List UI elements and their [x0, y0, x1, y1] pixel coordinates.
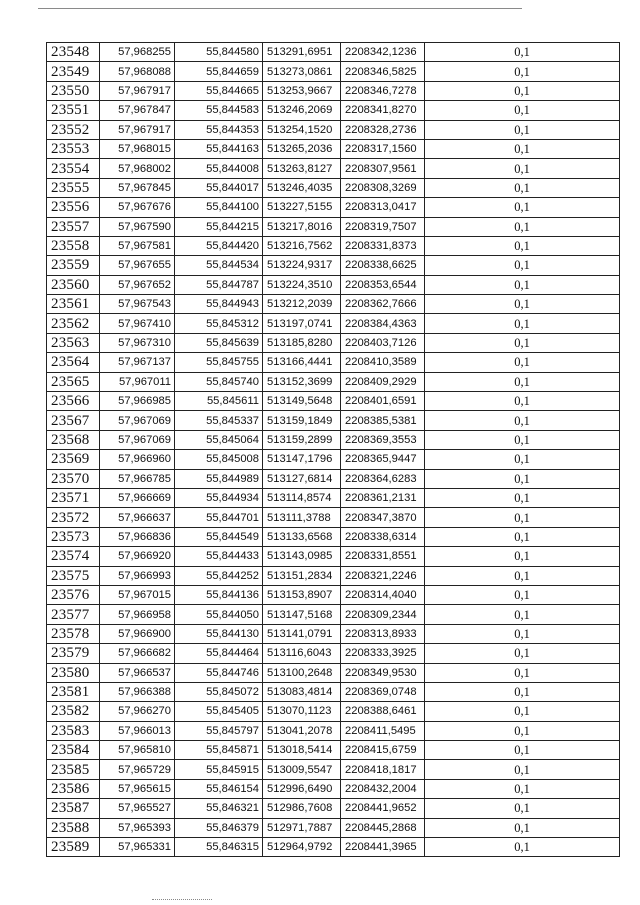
latitude-cell: 57,967652	[100, 275, 175, 294]
x-coordinate-cell: 513100,2648	[263, 663, 341, 682]
longitude-cell: 55,844464	[175, 644, 263, 663]
longitude-cell: 55,845755	[175, 353, 263, 372]
point-number-cell: 23548	[47, 43, 100, 62]
y-coordinate-cell: 2208342,1236	[341, 43, 425, 62]
y-coordinate-cell: 2208321,2246	[341, 566, 425, 585]
point-number-cell: 23564	[47, 353, 100, 372]
y-coordinate-cell: 2208369,0748	[341, 682, 425, 701]
x-coordinate-cell: 513217,8016	[263, 217, 341, 236]
point-number-cell: 23581	[47, 682, 100, 701]
table-row	[47, 527, 620, 546]
point-number-cell: 23569	[47, 450, 100, 469]
point-number-cell: 23561	[47, 295, 100, 314]
table-row	[47, 236, 620, 255]
x-coordinate-cell: 513149,5648	[263, 392, 341, 411]
x-coordinate-cell: 513151,2834	[263, 566, 341, 585]
table-row	[47, 217, 620, 236]
latitude-cell: 57,967676	[100, 198, 175, 217]
table-row	[47, 62, 620, 81]
y-coordinate-cell: 2208338,6625	[341, 256, 425, 275]
table-row	[47, 295, 620, 314]
accuracy-cell: 0,1	[425, 139, 620, 158]
x-coordinate-cell: 513227,5155	[263, 198, 341, 217]
x-coordinate-cell: 513018,5414	[263, 741, 341, 760]
accuracy-cell: 0,1	[425, 81, 620, 100]
y-coordinate-cell: 2208341,8270	[341, 101, 425, 120]
y-coordinate-cell: 2208441,9652	[341, 799, 425, 818]
longitude-cell: 55,844943	[175, 295, 263, 314]
y-coordinate-cell: 2208365,9447	[341, 450, 425, 469]
latitude-cell: 57,966682	[100, 644, 175, 663]
accuracy-cell: 0,1	[425, 682, 620, 701]
y-coordinate-cell: 2208319,7507	[341, 217, 425, 236]
accuracy-cell: 0,1	[425, 508, 620, 527]
accuracy-cell: 0,1	[425, 721, 620, 740]
table-row	[47, 644, 620, 663]
latitude-cell: 57,967011	[100, 372, 175, 391]
table-row	[47, 353, 620, 372]
latitude-cell: 57,967581	[100, 236, 175, 255]
table-row	[47, 605, 620, 624]
longitude-cell: 55,845337	[175, 411, 263, 430]
page-top-rule	[38, 8, 522, 9]
y-coordinate-cell: 2208333,3925	[341, 644, 425, 663]
accuracy-cell: 0,1	[425, 760, 620, 779]
table-row	[47, 779, 620, 798]
longitude-cell: 55,846315	[175, 838, 263, 857]
x-coordinate-cell: 513152,3699	[263, 372, 341, 391]
point-number-cell: 23558	[47, 236, 100, 255]
table-row	[47, 663, 620, 682]
coordinates-table-body	[47, 43, 620, 857]
table-row	[47, 178, 620, 197]
x-coordinate-cell: 513141,0791	[263, 624, 341, 643]
longitude-cell: 55,844130	[175, 624, 263, 643]
x-coordinate-cell: 513041,2078	[263, 721, 341, 740]
accuracy-cell: 0,1	[425, 43, 620, 62]
latitude-cell: 57,968255	[100, 43, 175, 62]
point-number-cell: 23589	[47, 838, 100, 857]
accuracy-cell: 0,1	[425, 392, 620, 411]
latitude-cell: 57,965527	[100, 799, 175, 818]
x-coordinate-cell: 513143,0985	[263, 547, 341, 566]
y-coordinate-cell: 2208411,5495	[341, 721, 425, 740]
x-coordinate-cell: 513212,2039	[263, 295, 341, 314]
table-row	[47, 508, 620, 527]
longitude-cell: 55,844163	[175, 139, 263, 158]
y-coordinate-cell: 2208415,6759	[341, 741, 425, 760]
latitude-cell: 57,965393	[100, 818, 175, 837]
accuracy-cell: 0,1	[425, 838, 620, 857]
latitude-cell: 57,966270	[100, 702, 175, 721]
y-coordinate-cell: 2208346,5825	[341, 62, 425, 81]
y-coordinate-cell: 2208385,5381	[341, 411, 425, 430]
x-coordinate-cell: 513111,3788	[263, 508, 341, 527]
longitude-cell: 55,845611	[175, 392, 263, 411]
table-row	[47, 411, 620, 430]
latitude-cell: 57,966836	[100, 527, 175, 546]
x-coordinate-cell: 513291,6951	[263, 43, 341, 62]
table-row	[47, 139, 620, 158]
accuracy-cell: 0,1	[425, 450, 620, 469]
accuracy-cell: 0,1	[425, 624, 620, 643]
point-number-cell: 23549	[47, 62, 100, 81]
point-number-cell: 23551	[47, 101, 100, 120]
x-coordinate-cell: 513159,2899	[263, 430, 341, 449]
longitude-cell: 55,844420	[175, 236, 263, 255]
latitude-cell: 57,966669	[100, 488, 175, 507]
latitude-cell: 57,967917	[100, 81, 175, 100]
point-number-cell: 23554	[47, 159, 100, 178]
point-number-cell: 23586	[47, 779, 100, 798]
point-number-cell: 23573	[47, 527, 100, 546]
table-row	[47, 81, 620, 100]
point-number-cell: 23579	[47, 644, 100, 663]
longitude-cell: 55,844433	[175, 547, 263, 566]
accuracy-cell: 0,1	[425, 217, 620, 236]
point-number-cell: 23582	[47, 702, 100, 721]
accuracy-cell: 0,1	[425, 585, 620, 604]
y-coordinate-cell: 2208432,2004	[341, 779, 425, 798]
longitude-cell: 55,844136	[175, 585, 263, 604]
point-number-cell: 23565	[47, 372, 100, 391]
longitude-cell: 55,844100	[175, 198, 263, 217]
table-row	[47, 333, 620, 352]
point-number-cell: 23578	[47, 624, 100, 643]
longitude-cell: 55,844580	[175, 43, 263, 62]
longitude-cell: 55,844050	[175, 605, 263, 624]
accuracy-cell: 0,1	[425, 314, 620, 333]
table-row	[47, 450, 620, 469]
latitude-cell: 57,966958	[100, 605, 175, 624]
latitude-cell: 57,966637	[100, 508, 175, 527]
y-coordinate-cell: 2208403,7126	[341, 333, 425, 352]
x-coordinate-cell: 513224,3510	[263, 275, 341, 294]
accuracy-cell: 0,1	[425, 644, 620, 663]
x-coordinate-cell: 513224,9317	[263, 256, 341, 275]
accuracy-cell: 0,1	[425, 256, 620, 275]
point-number-cell: 23550	[47, 81, 100, 100]
longitude-cell: 55,844746	[175, 663, 263, 682]
x-coordinate-cell: 513265,2036	[263, 139, 341, 158]
accuracy-cell: 0,1	[425, 547, 620, 566]
accuracy-cell: 0,1	[425, 818, 620, 837]
y-coordinate-cell: 2208401,6591	[341, 392, 425, 411]
latitude-cell: 57,965729	[100, 760, 175, 779]
longitude-cell: 55,845740	[175, 372, 263, 391]
point-number-cell: 23580	[47, 663, 100, 682]
latitude-cell: 57,966985	[100, 392, 175, 411]
x-coordinate-cell: 512986,7608	[263, 799, 341, 818]
y-coordinate-cell: 2208353,6544	[341, 275, 425, 294]
latitude-cell: 57,967069	[100, 430, 175, 449]
x-coordinate-cell: 512971,7887	[263, 818, 341, 837]
longitude-cell: 55,844665	[175, 81, 263, 100]
point-number-cell: 23571	[47, 488, 100, 507]
table-row	[47, 392, 620, 411]
table-row	[47, 566, 620, 585]
x-coordinate-cell: 513197,0741	[263, 314, 341, 333]
latitude-cell: 57,967543	[100, 295, 175, 314]
accuracy-cell: 0,1	[425, 198, 620, 217]
latitude-cell: 57,967655	[100, 256, 175, 275]
accuracy-cell: 0,1	[425, 430, 620, 449]
table-row	[47, 314, 620, 333]
x-coordinate-cell: 513127,6814	[263, 469, 341, 488]
point-number-cell: 23556	[47, 198, 100, 217]
accuracy-cell: 0,1	[425, 372, 620, 391]
point-number-cell: 23577	[47, 605, 100, 624]
longitude-cell: 55,846321	[175, 799, 263, 818]
y-coordinate-cell: 2208338,6314	[341, 527, 425, 546]
table-row	[47, 702, 620, 721]
table-row	[47, 682, 620, 701]
accuracy-cell: 0,1	[425, 411, 620, 430]
y-coordinate-cell: 2208331,8551	[341, 547, 425, 566]
longitude-cell: 55,845915	[175, 760, 263, 779]
longitude-cell: 55,846379	[175, 818, 263, 837]
x-coordinate-cell: 513216,7562	[263, 236, 341, 255]
point-number-cell: 23572	[47, 508, 100, 527]
latitude-cell: 57,967590	[100, 217, 175, 236]
latitude-cell: 57,966993	[100, 566, 175, 585]
longitude-cell: 55,844787	[175, 275, 263, 294]
point-number-cell: 23588	[47, 818, 100, 837]
accuracy-cell: 0,1	[425, 101, 620, 120]
longitude-cell: 55,844583	[175, 101, 263, 120]
accuracy-cell: 0,1	[425, 236, 620, 255]
table-row	[47, 488, 620, 507]
table-row	[47, 275, 620, 294]
y-coordinate-cell: 2208418,1817	[341, 760, 425, 779]
x-coordinate-cell: 513147,5168	[263, 605, 341, 624]
x-coordinate-cell: 513116,6043	[263, 644, 341, 663]
accuracy-cell: 0,1	[425, 62, 620, 81]
table-row	[47, 760, 620, 779]
y-coordinate-cell: 2208328,2736	[341, 120, 425, 139]
latitude-cell: 57,968088	[100, 62, 175, 81]
x-coordinate-cell: 513070,1123	[263, 702, 341, 721]
longitude-cell: 55,844534	[175, 256, 263, 275]
point-number-cell: 23583	[47, 721, 100, 740]
x-coordinate-cell: 512996,6490	[263, 779, 341, 798]
longitude-cell: 55,844549	[175, 527, 263, 546]
y-coordinate-cell: 2208307,9561	[341, 159, 425, 178]
x-coordinate-cell: 513114,8574	[263, 488, 341, 507]
y-coordinate-cell: 2208369,3553	[341, 430, 425, 449]
x-coordinate-cell: 513153,8907	[263, 585, 341, 604]
y-coordinate-cell: 2208384,4363	[341, 314, 425, 333]
y-coordinate-cell: 2208313,8933	[341, 624, 425, 643]
longitude-cell: 55,844934	[175, 488, 263, 507]
accuracy-cell: 0,1	[425, 120, 620, 139]
point-number-cell: 23562	[47, 314, 100, 333]
y-coordinate-cell: 2208362,7666	[341, 295, 425, 314]
table-row	[47, 624, 620, 643]
point-number-cell: 23568	[47, 430, 100, 449]
y-coordinate-cell: 2208441,3965	[341, 838, 425, 857]
latitude-cell: 57,968002	[100, 159, 175, 178]
latitude-cell: 57,965615	[100, 779, 175, 798]
y-coordinate-cell: 2208317,1560	[341, 139, 425, 158]
y-coordinate-cell: 2208346,7278	[341, 81, 425, 100]
longitude-cell: 55,845008	[175, 450, 263, 469]
y-coordinate-cell: 2208314,4040	[341, 585, 425, 604]
y-coordinate-cell: 2208409,2929	[341, 372, 425, 391]
table-row	[47, 799, 620, 818]
point-number-cell: 23570	[47, 469, 100, 488]
y-coordinate-cell: 2208349,9530	[341, 663, 425, 682]
x-coordinate-cell: 513253,9667	[263, 81, 341, 100]
accuracy-cell: 0,1	[425, 566, 620, 585]
point-number-cell: 23584	[47, 741, 100, 760]
x-coordinate-cell: 513083,4814	[263, 682, 341, 701]
latitude-cell: 57,965331	[100, 838, 175, 857]
point-number-cell: 23552	[47, 120, 100, 139]
table-row	[47, 198, 620, 217]
table-row	[47, 469, 620, 488]
latitude-cell: 57,966388	[100, 682, 175, 701]
latitude-cell: 57,967069	[100, 411, 175, 430]
x-coordinate-cell: 513133,6568	[263, 527, 341, 546]
table-row	[47, 120, 620, 139]
table-row	[47, 838, 620, 857]
accuracy-cell: 0,1	[425, 663, 620, 682]
longitude-cell: 55,844215	[175, 217, 263, 236]
longitude-cell: 55,844659	[175, 62, 263, 81]
longitude-cell: 55,844701	[175, 508, 263, 527]
accuracy-cell: 0,1	[425, 178, 620, 197]
longitude-cell: 55,845639	[175, 333, 263, 352]
x-coordinate-cell: 513185,8280	[263, 333, 341, 352]
accuracy-cell: 0,1	[425, 527, 620, 546]
table-row	[47, 547, 620, 566]
latitude-cell: 57,966900	[100, 624, 175, 643]
table-row	[47, 741, 620, 760]
latitude-cell: 57,967137	[100, 353, 175, 372]
longitude-cell: 55,844008	[175, 159, 263, 178]
table-row	[47, 159, 620, 178]
table-row	[47, 430, 620, 449]
accuracy-cell: 0,1	[425, 605, 620, 624]
point-number-cell: 23575	[47, 566, 100, 585]
table-row	[47, 818, 620, 837]
accuracy-cell: 0,1	[425, 275, 620, 294]
latitude-cell: 57,967917	[100, 120, 175, 139]
x-coordinate-cell: 513263,8127	[263, 159, 341, 178]
accuracy-cell: 0,1	[425, 799, 620, 818]
latitude-cell: 57,966960	[100, 450, 175, 469]
longitude-cell: 55,845797	[175, 721, 263, 740]
point-number-cell: 23563	[47, 333, 100, 352]
x-coordinate-cell: 513166,4441	[263, 353, 341, 372]
point-number-cell: 23567	[47, 411, 100, 430]
latitude-cell: 57,967410	[100, 314, 175, 333]
longitude-cell: 55,844989	[175, 469, 263, 488]
longitude-cell: 55,845312	[175, 314, 263, 333]
point-number-cell: 23574	[47, 547, 100, 566]
y-coordinate-cell: 2208347,3870	[341, 508, 425, 527]
latitude-cell: 57,968015	[100, 139, 175, 158]
y-coordinate-cell: 2208308,3269	[341, 178, 425, 197]
table-row	[47, 43, 620, 62]
y-coordinate-cell: 2208313,0417	[341, 198, 425, 217]
point-number-cell: 23560	[47, 275, 100, 294]
longitude-cell: 55,845072	[175, 682, 263, 701]
page-bottom-mark	[152, 899, 212, 903]
y-coordinate-cell: 2208410,3589	[341, 353, 425, 372]
longitude-cell: 55,845064	[175, 430, 263, 449]
table-row	[47, 372, 620, 391]
longitude-cell: 55,844017	[175, 178, 263, 197]
accuracy-cell: 0,1	[425, 159, 620, 178]
accuracy-cell: 0,1	[425, 469, 620, 488]
longitude-cell: 55,844252	[175, 566, 263, 585]
x-coordinate-cell: 513254,1520	[263, 120, 341, 139]
latitude-cell: 57,966785	[100, 469, 175, 488]
latitude-cell: 57,966920	[100, 547, 175, 566]
y-coordinate-cell: 2208388,6461	[341, 702, 425, 721]
x-coordinate-cell: 513147,1796	[263, 450, 341, 469]
accuracy-cell: 0,1	[425, 488, 620, 507]
y-coordinate-cell: 2208309,2344	[341, 605, 425, 624]
table-row	[47, 101, 620, 120]
latitude-cell: 57,967847	[100, 101, 175, 120]
point-number-cell: 23587	[47, 799, 100, 818]
longitude-cell: 55,846154	[175, 779, 263, 798]
x-coordinate-cell: 513273,0861	[263, 62, 341, 81]
x-coordinate-cell: 513246,4035	[263, 178, 341, 197]
longitude-cell: 55,845871	[175, 741, 263, 760]
point-number-cell: 23559	[47, 256, 100, 275]
point-number-cell: 23576	[47, 585, 100, 604]
x-coordinate-cell: 513246,2069	[263, 101, 341, 120]
latitude-cell: 57,966013	[100, 721, 175, 740]
x-coordinate-cell: 513009,5547	[263, 760, 341, 779]
y-coordinate-cell: 2208364,6283	[341, 469, 425, 488]
x-coordinate-cell: 513159,1849	[263, 411, 341, 430]
y-coordinate-cell: 2208361,2131	[341, 488, 425, 507]
table-row	[47, 585, 620, 604]
point-number-cell: 23566	[47, 392, 100, 411]
y-coordinate-cell: 2208445,2868	[341, 818, 425, 837]
longitude-cell: 55,845405	[175, 702, 263, 721]
table-row	[47, 256, 620, 275]
table-row	[47, 721, 620, 740]
latitude-cell: 57,966537	[100, 663, 175, 682]
accuracy-cell: 0,1	[425, 295, 620, 314]
latitude-cell: 57,967015	[100, 585, 175, 604]
point-number-cell: 23553	[47, 139, 100, 158]
x-coordinate-cell: 512964,9792	[263, 838, 341, 857]
accuracy-cell: 0,1	[425, 779, 620, 798]
coordinates-table	[46, 42, 620, 857]
latitude-cell: 57,967310	[100, 333, 175, 352]
point-number-cell: 23585	[47, 760, 100, 779]
point-number-cell: 23557	[47, 217, 100, 236]
longitude-cell: 55,844353	[175, 120, 263, 139]
latitude-cell: 57,965810	[100, 741, 175, 760]
accuracy-cell: 0,1	[425, 353, 620, 372]
latitude-cell: 57,967845	[100, 178, 175, 197]
point-number-cell: 23555	[47, 178, 100, 197]
accuracy-cell: 0,1	[425, 333, 620, 352]
accuracy-cell: 0,1	[425, 702, 620, 721]
accuracy-cell: 0,1	[425, 741, 620, 760]
y-coordinate-cell: 2208331,8373	[341, 236, 425, 255]
